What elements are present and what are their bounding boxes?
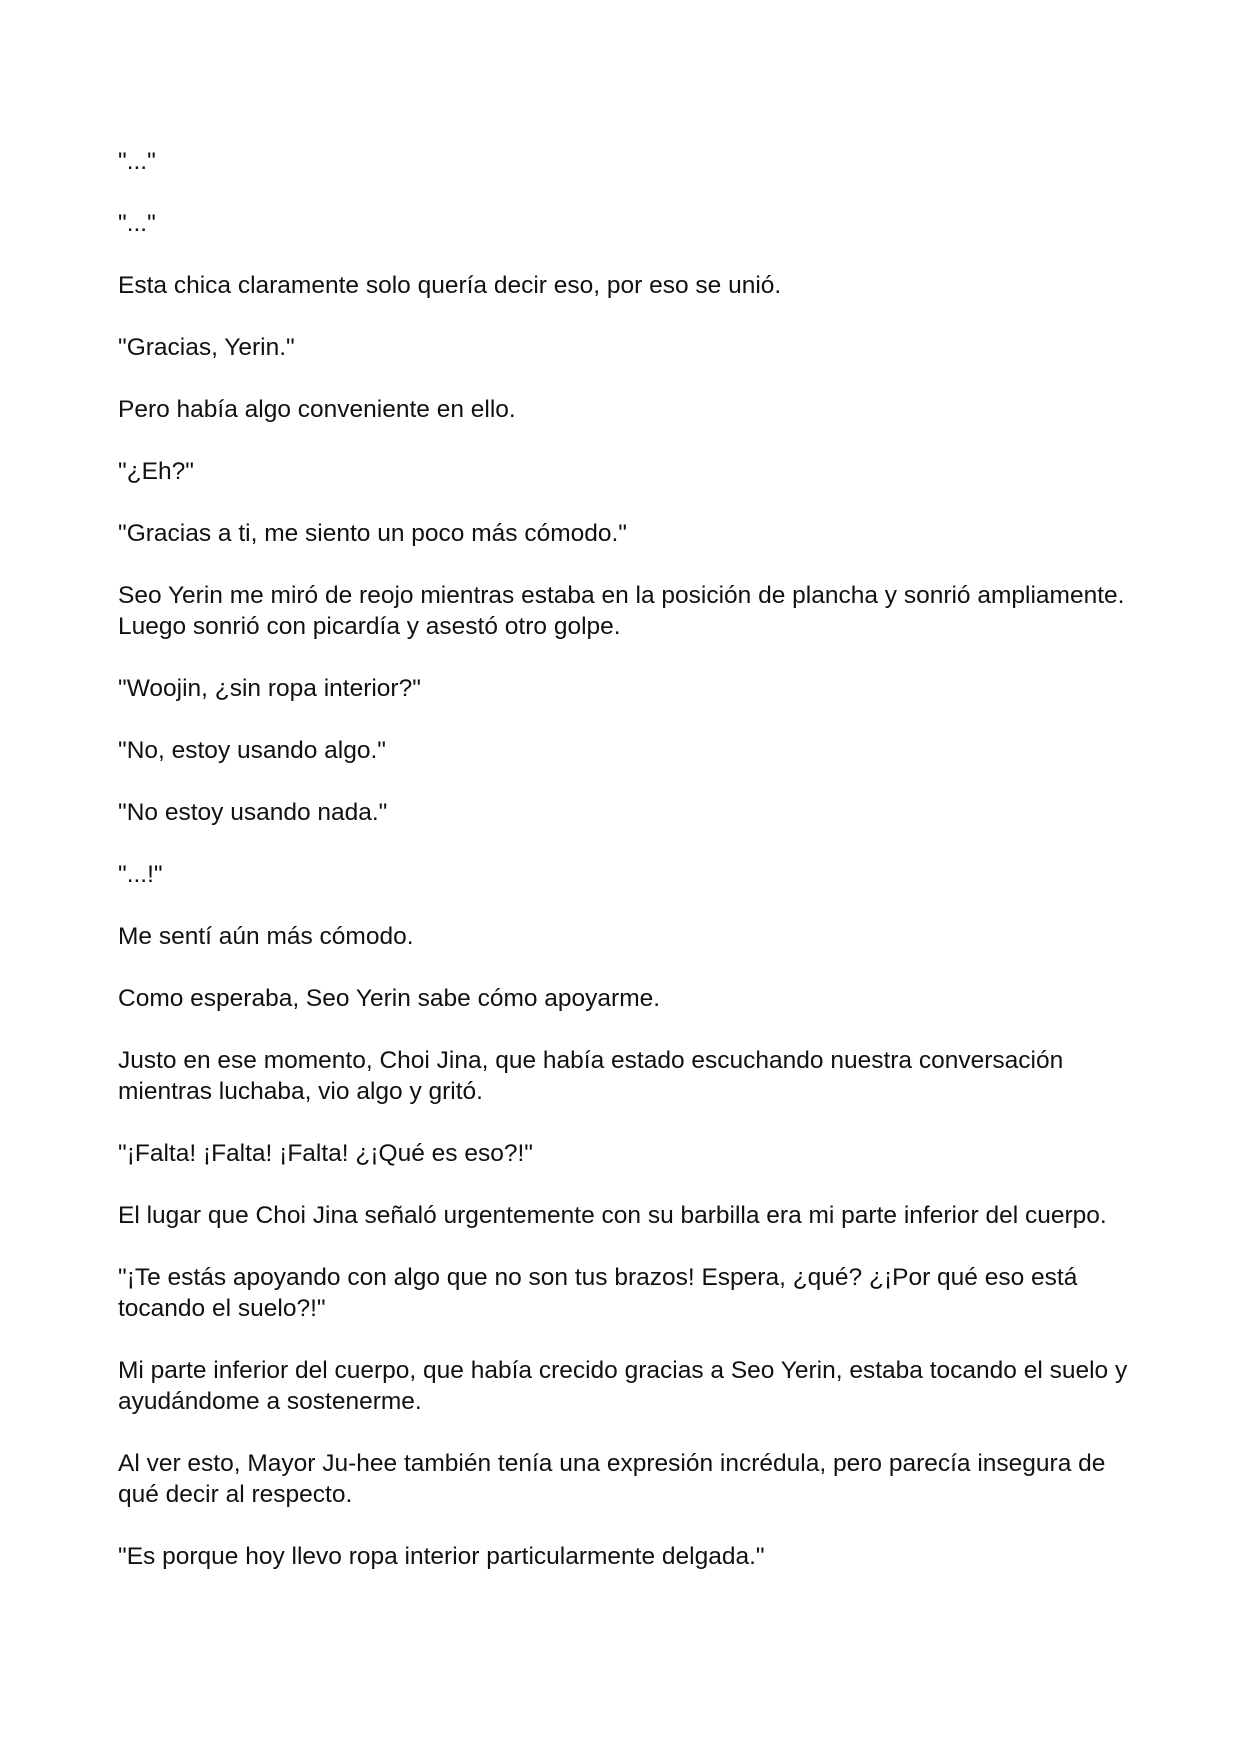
paragraph: Seo Yerin me miró de reojo mientras estaba en la posición de plancha y sonrió ampliamente. Luego sonrió con picardía y asestó otro golpe.	[118, 582, 1125, 640]
paragraph: "¡Te estás apoyando con algo que no son tus brazos! Espera, ¿qué? ¿¡Por qué eso está tocando el suelo?!"	[118, 1264, 1078, 1322]
paragraph: "¿Eh?"	[118, 458, 194, 485]
paragraph: "..."	[118, 148, 156, 175]
paragraph: Como esperaba, Seo Yerin sabe cómo apoyarme.	[118, 985, 661, 1012]
paragraph: Mi parte inferior del cuerpo, que había crecido gracias a Seo Yerin, estaba tocando el suelo y ayudándome a sostenerme.	[118, 1357, 1128, 1415]
paragraph: El lugar que Choi Jina señaló urgentemente con su barbilla era mi parte inferior del cuerpo.	[118, 1202, 1107, 1229]
paragraph: "Gracias a ti, me siento un poco más cómodo."	[118, 520, 627, 547]
paragraph: "¡Falta! ¡Falta! ¡Falta! ¿¡Qué es eso?!"	[118, 1140, 533, 1167]
paragraph: Me sentí aún más cómodo.	[118, 923, 414, 950]
paragraph: "No, estoy usando algo."	[118, 737, 387, 764]
paragraph: "Es porque hoy llevo ropa interior particularmente delgada."	[118, 1543, 765, 1570]
paragraph: Pero había algo conveniente en ello.	[118, 396, 516, 423]
document-body	[118, 146, 1128, 1603]
paragraph: "..."	[118, 210, 156, 237]
paragraph: "...!"	[118, 861, 163, 888]
paragraph: "No estoy usando nada."	[118, 799, 388, 826]
paragraph: "Woojin, ¿sin ropa interior?"	[118, 675, 421, 702]
paragraph: "Gracias, Yerin."	[118, 334, 295, 361]
paragraph: Esta chica claramente solo quería decir eso, por eso se unió.	[118, 272, 782, 299]
paragraph: Al ver esto, Mayor Ju-hee también tenía una expresión incrédula, pero parecía insegura de qué decir al respecto.	[118, 1450, 1106, 1508]
paragraph: Justo en ese momento, Choi Jina, que había estado escuchando nuestra conversación mientras luchaba, vio algo y gritó.	[118, 1047, 1064, 1105]
